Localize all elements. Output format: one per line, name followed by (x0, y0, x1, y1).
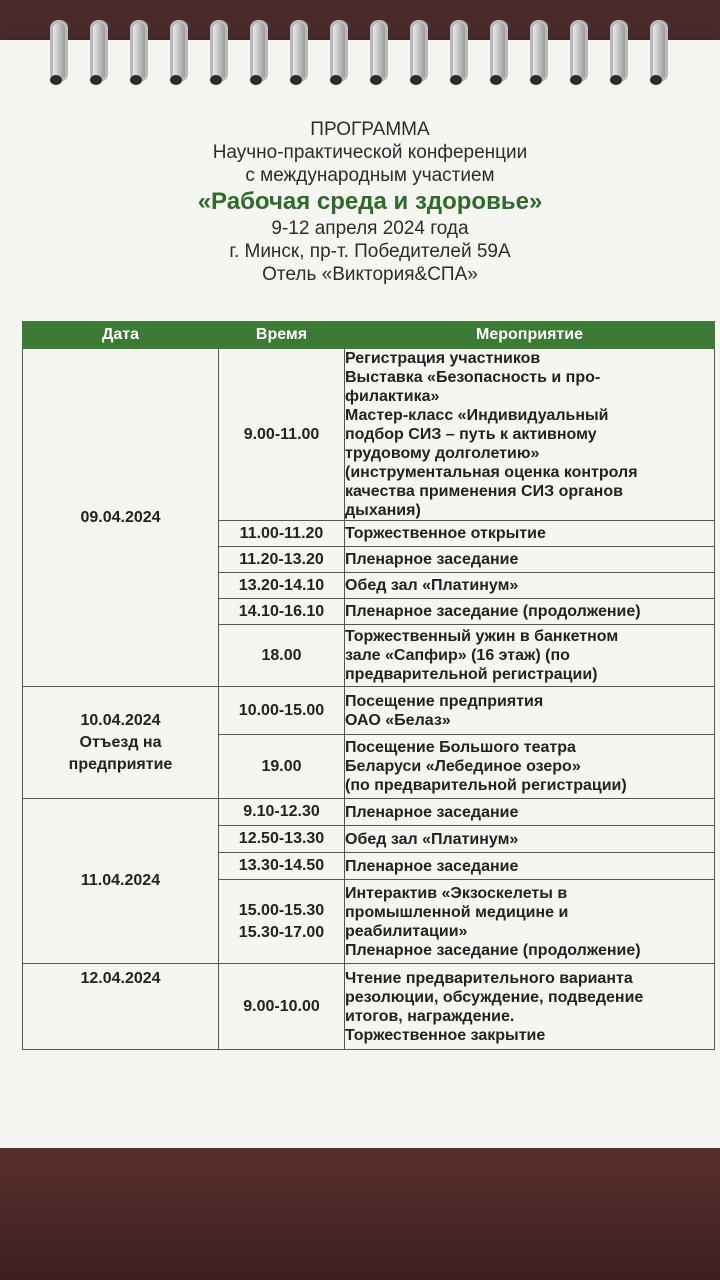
time-text: 13.20-14.10 (238, 576, 325, 594)
binding-ring (250, 20, 268, 82)
time-cell (219, 826, 345, 853)
table-row (23, 964, 715, 1050)
binding-ring (130, 20, 148, 82)
column-header-date: Дата (23, 322, 219, 349)
event-text: резолюции, обсуждение, подведение (345, 988, 644, 1006)
date-note: Отъезд на (79, 733, 162, 751)
table-surface (0, 1148, 720, 1280)
date-note: предприятие (68, 755, 173, 773)
time-cell (219, 687, 345, 735)
binding-ring (170, 20, 188, 82)
event-cell (345, 687, 715, 735)
event-cell (345, 964, 715, 1050)
time-text: 11.00-11.20 (239, 524, 324, 542)
time-text: 11.20-13.20 (239, 550, 324, 568)
binding-ring (530, 20, 548, 82)
event-cell (345, 573, 715, 599)
time-cell (219, 599, 345, 625)
binding-ring (570, 20, 588, 82)
event-cell (345, 599, 715, 625)
date-text: 09.04.2024 (80, 508, 161, 526)
event-text: Пленарное заседание (345, 803, 519, 821)
event-text: ОАО «Белаз» (345, 711, 451, 729)
program-table (22, 321, 715, 1050)
event-text: Чтение предварительного варианта (345, 969, 633, 987)
date-cell (23, 964, 219, 1050)
column-header-time: Время (219, 322, 345, 349)
binding-ring (450, 20, 468, 82)
time-text: 14.10-16.10 (238, 602, 325, 620)
program-header (100, 118, 640, 286)
time-cell (219, 349, 345, 521)
time-text: 9.00-10.00 (243, 997, 320, 1015)
event-text: филактика» (345, 388, 440, 405)
time-cell (219, 521, 345, 547)
event-text: (по предварительной регистрации) (345, 777, 627, 794)
table-header-row (23, 322, 715, 349)
time-cell (219, 880, 345, 964)
column-header-event: Мероприятие (345, 322, 715, 349)
event-text: Интерактив «Экзоскелеты в (345, 884, 568, 902)
event-cell (345, 521, 715, 547)
header-line3: с международным участием (245, 165, 495, 186)
conference-hotel: Отель «Виктория&СПА» (262, 264, 478, 285)
event-text: подбор СИЗ – путь к активному (345, 426, 597, 443)
event-text: Пленарное заседание (продолжение) (345, 603, 641, 620)
time-text: 15.00-15.30 (238, 901, 325, 919)
event-text: Торжественное закрытие (345, 1026, 546, 1044)
event-cell (345, 853, 715, 880)
time-text: 13.30-14.50 (238, 857, 325, 874)
event-cell (345, 735, 715, 799)
spiral-binding (50, 20, 690, 80)
event-text: реабилитации» (345, 922, 468, 940)
header-line1: ПРОГРАММА (310, 119, 430, 140)
time-cell (219, 573, 345, 599)
event-text: Пленарное заседание (345, 551, 519, 568)
time-cell (219, 964, 345, 1050)
binding-ring (490, 20, 508, 82)
event-text: Торжественный ужин в банкетном (345, 628, 619, 645)
time-text: 18.00 (261, 646, 302, 664)
event-cell (345, 799, 715, 826)
header-line2: Научно-практической конференции (212, 142, 528, 163)
event-text: итогов, награждение. (345, 1007, 515, 1025)
event-text: Пленарное заседание (345, 857, 519, 875)
event-text: качества применения СИЗ органов (345, 483, 623, 500)
table-row (23, 349, 715, 521)
table-row (23, 799, 715, 826)
event-text: зале «Сапфир» (16 этаж) (по (345, 647, 570, 664)
event-text: Беларуси «Лебединое озеро» (345, 758, 581, 775)
time-cell (219, 853, 345, 880)
event-text: Обед зал «Платинум» (345, 830, 519, 848)
binding-ring (210, 20, 228, 82)
conference-title: «Рабочая среда и здоровье» (197, 188, 543, 215)
binding-ring (410, 20, 428, 82)
time-text: 12.50-13.30 (238, 830, 325, 847)
conference-address: г. Минск, пр-т. Победителей 59А (229, 241, 511, 262)
time-cell (219, 625, 345, 687)
date-text: 12.04.2024 (80, 970, 161, 987)
binding-ring (610, 20, 628, 82)
event-text: дыхания) (345, 502, 421, 519)
time-cell (219, 735, 345, 799)
event-cell (345, 547, 715, 573)
time-text: 9.10-12.30 (243, 803, 320, 820)
event-text: (инструментальная оценка контроля (345, 464, 638, 481)
date-cell (23, 687, 219, 799)
event-cell (345, 826, 715, 853)
event-text: Мастер-класс «Индивидуальный (345, 407, 609, 424)
event-text: трудовому долголетию» (345, 445, 540, 462)
event-cell (345, 349, 715, 521)
time-text: 9.00-11.00 (243, 425, 320, 443)
time-text: 15.30-17.00 (238, 923, 325, 941)
binding-ring (90, 20, 108, 82)
date-cell (23, 349, 219, 687)
conference-dates: 9-12 апреля 2024 года (271, 218, 469, 239)
event-text: Обед зал «Платинум» (345, 577, 519, 594)
event-text: Посещение предприятия (345, 692, 544, 710)
event-text: Посещение Большого театра (345, 739, 576, 756)
date-text: 11.04.2024 (80, 872, 161, 889)
time-cell (219, 547, 345, 573)
event-text: Регистрация участников (345, 350, 541, 367)
event-text: предварительной регистрации) (345, 666, 598, 683)
time-text: 19.00 (261, 757, 302, 775)
time-cell (219, 799, 345, 826)
date-cell (23, 799, 219, 964)
binding-ring (650, 20, 668, 82)
event-text: Выставка «Безопасность и про- (345, 369, 601, 386)
binding-ring (370, 20, 388, 82)
event-text: Пленарное заседание (продолжение) (345, 941, 641, 959)
event-text: Торжественное открытие (345, 525, 546, 542)
event-cell (345, 625, 715, 687)
binding-ring (50, 20, 68, 82)
time-text: 10.00-15.00 (238, 701, 325, 719)
binding-ring (290, 20, 308, 82)
date-text: 10.04.2024 (80, 711, 161, 729)
event-cell (345, 880, 715, 964)
table-row (23, 687, 715, 735)
binding-ring (330, 20, 348, 82)
event-text: промышленной медицине и (345, 903, 569, 921)
